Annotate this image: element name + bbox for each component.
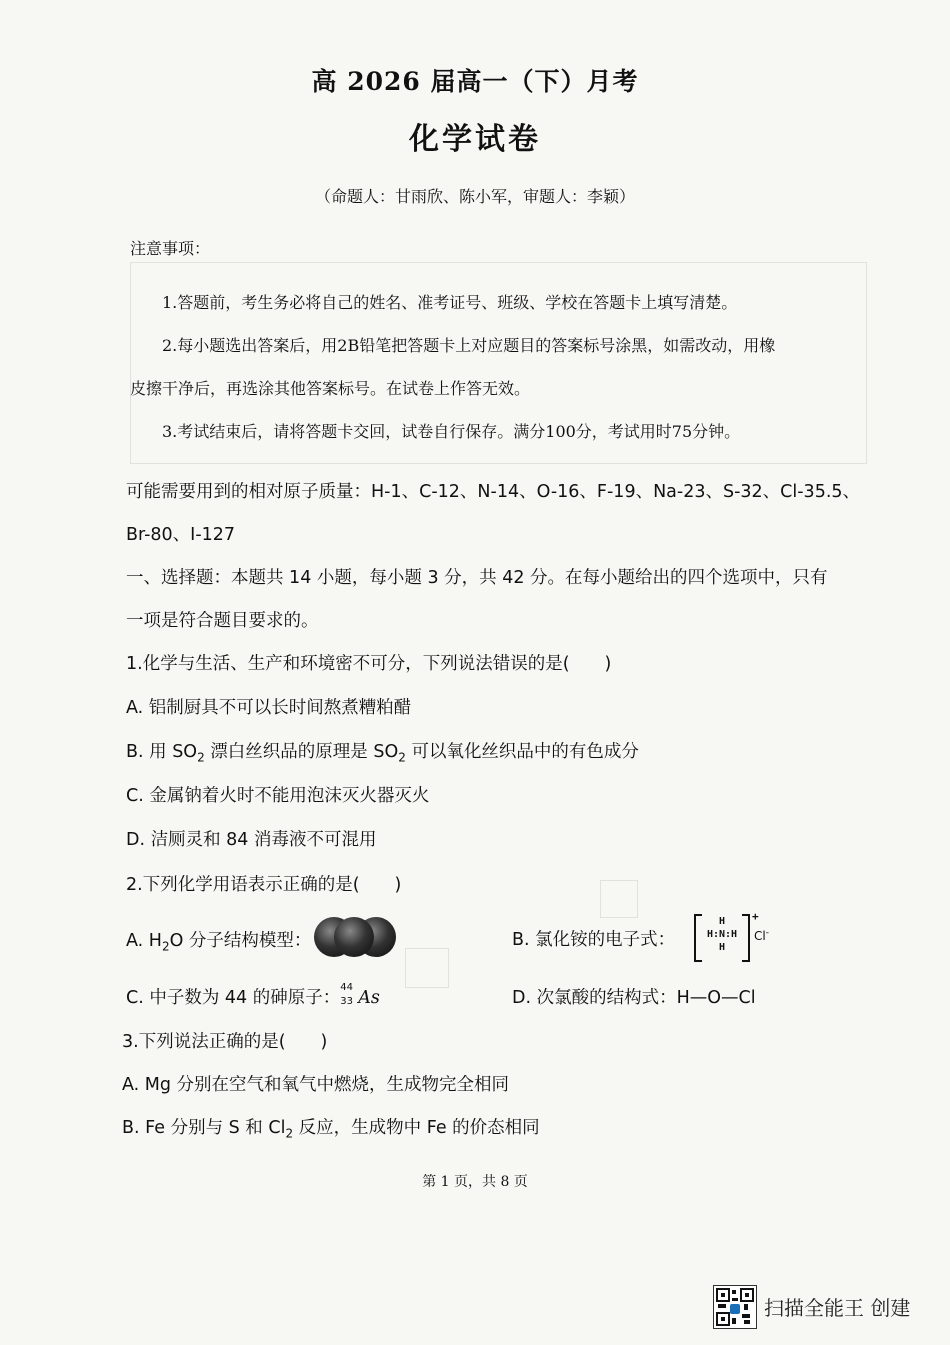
authors-line: （命题人：甘雨欣、陈小军，审题人：李颖） [314, 187, 635, 206]
question-1-option-a: A. 铝制厨具不可以长时间熬煮糟粕醋 [126, 698, 412, 718]
notice-item-1: 1.答题前，考生务必将自己的姓名、准考证号、班级、学校在答题卡上填写清楚。 [162, 293, 738, 312]
bleed-through-box [600, 880, 638, 918]
bleed-through-box [405, 948, 449, 988]
question-2-option-b: B. 氯化铵的电子式： [512, 930, 676, 950]
question-2-option-c: C. 中子数为 44 的砷原子： 44 33 As [126, 982, 380, 1008]
question-2-option-a: A. $H_2O$ 分子结构模型： [126, 931, 312, 954]
notice-item-2-cont: 皮擦干净后，再选涂其他答案标号。在试卷上作答无效。 [130, 379, 531, 398]
atomic-mass-line-2: Br-80、I-127 [126, 525, 236, 545]
section-instruction-line-2: 一项是符合题目要求的。 [126, 611, 319, 631]
ammonium-chloride-electron-formula: H H:N:H H + Cl- [692, 912, 802, 964]
notice-heading: 注意事项： [130, 239, 211, 258]
question-1-option-c: C. 金属钠着火时不能用泡沫灭火器灭火 [126, 786, 430, 806]
question-3-option-a: A. Mg 分别在空气和氧气中燃烧，生成物完全相同 [122, 1075, 510, 1095]
exam-title: 高 2026 届高一（下）月考 [311, 67, 639, 96]
section-instruction-line-1: 一、选择题：本题共 14 小题，每小题 3 分，共 42 分。在每小题给出的四个选项中，只有 [126, 568, 828, 588]
page-footer: 第 1 页，共 8 页 [422, 1174, 528, 1190]
question-1-option-d: D. 洁厕灵和 84 消毒液不可混用 [126, 830, 377, 850]
question-1-stem: 1.化学与生活、生产和环境密不可分，下列说法错误的是( ) [126, 654, 612, 674]
water-molecule-model-image [314, 917, 396, 957]
subject-title: 化学试卷 [409, 122, 541, 157]
question-1-option-b: B. 用 $SO_2$ 漂白丝织品的原理是 $SO_2$ 可以氧化丝织品中的有色成分 [126, 742, 639, 765]
qr-code-icon [713, 1285, 757, 1329]
scanner-watermark-text: 扫描全能王 创建 [764, 1296, 911, 1320]
question-2-option-d: D. 次氯酸的结构式：H—O—Cl [512, 988, 756, 1008]
question-3-option-b: B. Fe 分别与 S 和 $Cl_2$ 反应，生成物中 Fe 的价态相同 [122, 1118, 540, 1141]
notice-item-2: 2.每小题选出答案后，用2B铅笔把答题卡上对应题目的答案标号涂黑，如需改动，用橡 [162, 336, 776, 355]
atomic-mass-line-1: 可能需要用到的相对原子质量：H-1、C-12、N-14、O-16、F-19、Na-23、S-32、Cl-35.5、 [126, 482, 861, 502]
question-3-stem: 3.下列说法正确的是( ) [122, 1032, 328, 1052]
notice-item-3: 3.考试结束后，请将答题卡交回，试卷自行保存。满分100分，考试用时75分钟。 [162, 422, 741, 441]
question-2-stem: 2.下列化学用语表示正确的是( ) [126, 875, 402, 895]
